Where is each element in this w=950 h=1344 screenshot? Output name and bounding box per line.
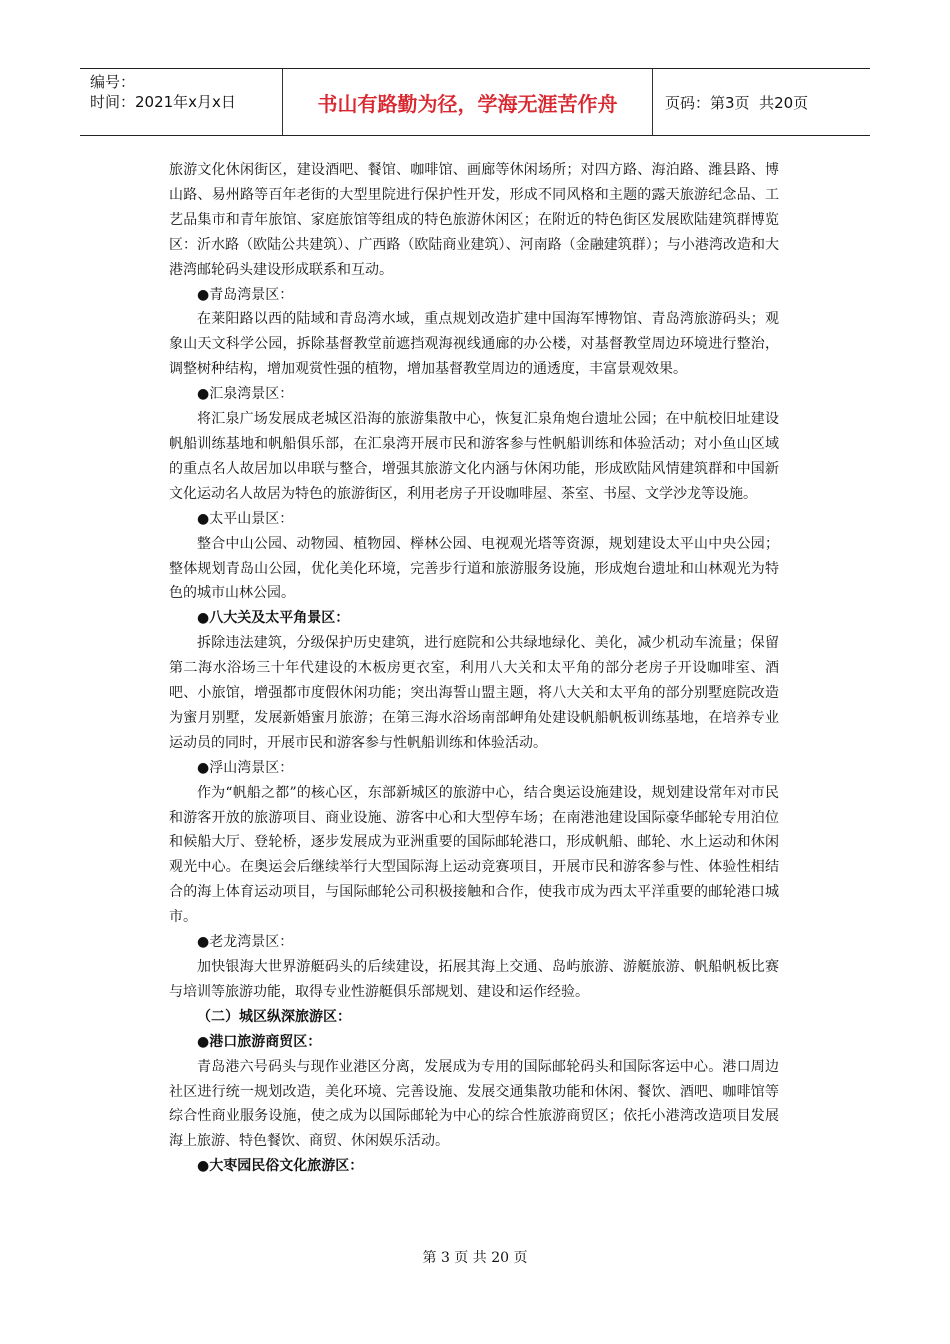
- page-footer: 第 3 页 共 20 页: [422, 1250, 528, 1266]
- section-heading: ●太平山景区：: [197, 510, 294, 527]
- number-label: 编号：: [90, 73, 136, 91]
- section-heading: ●汇泉湾景区：: [197, 386, 294, 403]
- body-paragraph: 旅游文化休闲街区，建设酒吧、餐馆、咖啡馆、画廊等休闲场所；对四方路、海泊路、潍县路、博山路、易州路等百年老街的大型里院进行保护性开发，形成不同风格和主题的露天旅游纪念品、工艺品集市和青年旅馆、家庭旅馆等组成的特色旅游休闲区；在附近的特色街区发展欧陆建筑群博览区：沂水路（欧陆公共建筑）、广西路（欧陆商业建筑）、河南路（金融建筑群）；与小港湾改造和大港湾邮轮码头建设形成联系和互动。: [169, 162, 779, 278]
- section-heading: ●青岛湾景区：: [197, 286, 294, 303]
- body-paragraph: 将汇泉广场发展成老城区沿海的旅游集散中心，恢复汇泉角炮台遗址公园；在中航校旧址建设帆船训练基地和帆船俱乐部，在汇泉湾开展市民和游客参与性帆船训练和体验活动；对小鱼山区域的重点名人故居加以串联与整合，增强其旅游文化内涵与休闲功能，形成欧陆风情建筑群和中国新文化运动名人故居为特色的旅游街区，利用老房子开设咖啡屋、茶室、书屋、文学沙龙等设施。: [169, 411, 779, 502]
- section-heading: ●浮山湾景区：: [197, 759, 294, 776]
- section-heading: ●老龙湾景区：: [197, 934, 294, 951]
- body-paragraph: 在莱阳路以西的陆域和青岛湾水域，重点规划改造扩建中国海军博物馆、青岛湾旅游码头；观象山天文科学公园，拆除基督教堂前遮挡观海视线通廊的办公楼，对基督教堂周边环境进行整治，调整树种结构，增加观赏性强的植物，增加基督教堂周边的通透度，丰富景观效果。: [169, 311, 779, 378]
- page-header-table: [80, 68, 870, 136]
- document-body: [169, 158, 779, 1179]
- header-info-cell: [80, 69, 283, 135]
- section-heading: ●大枣园民俗文化旅游区：: [197, 1158, 364, 1175]
- header-page-code: 页码：第3页 共20页: [665, 93, 809, 112]
- header-motto: 书山有路勤为径，学海无涯苦作舟: [283, 69, 653, 135]
- header-page-code-cell: [653, 69, 870, 135]
- body-paragraph: 加快银海大世界游艇码头的后续建设，拓展其海上交通、岛屿旅游、游艇旅游、帆船帆板比赛与培训等旅游功能，取得专业性游艇俱乐部规划、建设和运作经验。: [169, 959, 779, 1000]
- section-heading: ●八大关及太平角景区：: [197, 610, 350, 627]
- body-paragraph: 青岛港六号码头与现作业港区分离，发展成为专用的国际邮轮码头和国际客运中心。港口周边社区进行统一规划改造，美化环境、完善设施、发展交通集散功能和休闲、餐饮、酒吧、咖啡馆等综合性商业服务设施，使之成为以国际邮轮为中心的综合性旅游商贸区；依托小港湾改造项目发展海上旅游、特色餐饮、商贸、休闲娱乐活动。: [169, 1058, 779, 1150]
- section-heading: （二）城区纵深旅游区：: [197, 1008, 351, 1025]
- section-heading: ●港口旅游商贸区：: [197, 1033, 322, 1050]
- body-paragraph: 整合中山公园、动物园、植物园、榉林公园、电视观光塔等资源，规划建设太平山中央公园；整体规划青岛山公园，优化美化环境，完善步行道和旅游服务设施，形成炮台遗址和山林观光为特色的城市山林公园。: [169, 535, 779, 602]
- time-label: 时间：2021年x月x日: [90, 93, 236, 111]
- body-paragraph: 作为“帆船之都”的核心区，东部新城区的旅游中心，结合奥运设施建设，规划建设常年对市民和游客开放的旅游项目、商业设施、游客中心和大型停车场；在南港池建设国际豪华邮轮专用泊位和候船大厅、登轮桥，逐步发展成为亚洲重要的国际邮轮港口，形成帆船、邮轮、水上运动和休闲观光中心。在奥运会后继续举行大型国际海上运动竞赛项目，开展市民和游客参与性、体验性相结合的海上体育运动项目，与国际邮轮公司积极接触和合作，使我市成为西太平洋重要的邮轮港口城市。: [169, 784, 779, 926]
- body-paragraph: 拆除违法建筑，分级保护历史建筑，进行庭院和公共绿地绿化、美化，减少机动车流量；保留第二海水浴场三十年代建设的木板房更衣室，利用八大关和太平角的部分老房子开设咖啡室、酒吧、小旅馆，增强都市度假休闲功能；突出海誓山盟主题，将八大关和太平角的部分别墅庭院改造为蜜月别墅，发展新婚蜜月旅游；在第三海水浴场南部岬角处建设帆船帆板训练基地，在培养专业运动员的同时，开展市民和游客参与性帆船训练和体验活动。: [169, 635, 779, 751]
